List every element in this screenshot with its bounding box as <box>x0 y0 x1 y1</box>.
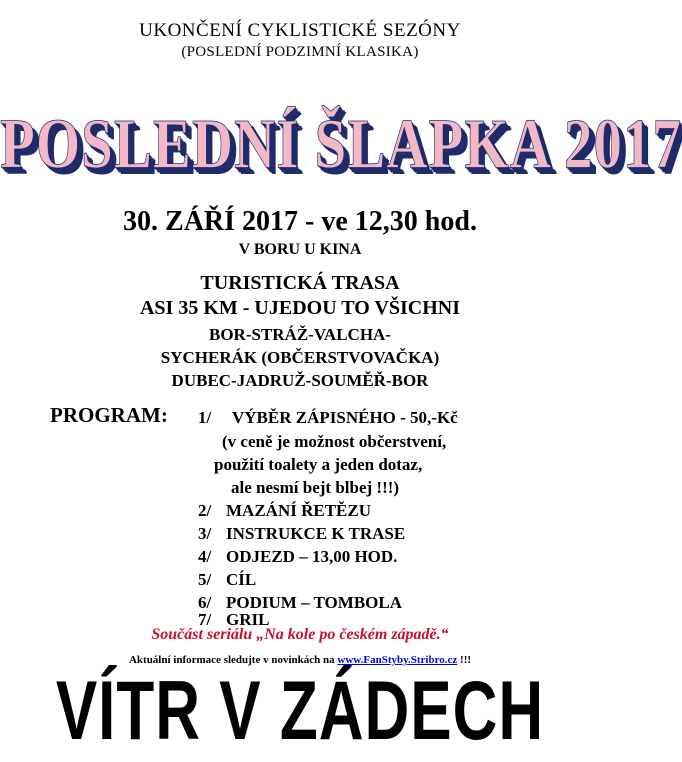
program-item-text: ODJEZD – 13,00 HOD. <box>226 547 398 566</box>
program-label: PROGRAM: <box>50 403 168 427</box>
program-item-text: VÝBĚR ZÁPISNÉHO - 50,-Kč <box>232 408 458 427</box>
program-item-text: MAZÁNÍ ŘETĚZU <box>226 501 371 520</box>
program-item-number: 1/ <box>198 408 212 427</box>
program-item-text: CÍL <box>226 570 257 589</box>
event-place: V BORU U KINA <box>238 241 362 258</box>
event-title: POSLEDNÍ ŠLAPKA 2017 <box>0 105 682 184</box>
header-line-2: (POSLEDNÍ PODZIMNÍ KLASIKA) <box>181 44 419 60</box>
program-item-number: 6/ <box>198 593 212 612</box>
program-item-text: GRIL <box>226 610 270 629</box>
program-item-note: použití toalety a jeden dotaz, <box>214 455 423 474</box>
series-note: Součást seriálu „Na kole po českém západě.“ <box>151 626 449 643</box>
website-link[interactable]: www.FanStyby.Stribro.cz <box>337 654 458 666</box>
program-item-note: ale nesmí bejt blbej !!!) <box>231 478 400 497</box>
route-heading-1: TURISTICKÁ TRASA <box>200 272 400 294</box>
program-item-number: 7/ <box>198 610 212 629</box>
program-item-text: INSTRUKCE K TRASE <box>226 524 406 543</box>
program-item-number: 4/ <box>198 547 212 566</box>
program-item-text: PODIUM – TOMBOLA <box>226 593 402 612</box>
route-line-1: BOR-STRÁŽ-VALCHA- <box>209 325 391 344</box>
program-item-number: 5/ <box>198 570 212 589</box>
event-date-time: 30. ZÁŘÍ 2017 - ve 12,30 hod. <box>123 206 477 237</box>
info-suffix: !!! <box>457 654 472 666</box>
program-item-number: 3/ <box>198 524 212 543</box>
route-line-3: DUBEC-JADRUŽ-SOUMĚŘ-BOR <box>171 371 429 390</box>
header-line-1: UKONČENÍ CYKLISTICKÉ SEZÓNY <box>139 20 461 41</box>
program-item-number: 2/ <box>198 501 212 520</box>
info-prefix: Aktuální informace sledujte v novinkách na <box>128 654 338 666</box>
route-heading-2: ASI 35 KM - UJEDOU TO VŠICHNI <box>139 297 461 319</box>
route-line-2: SYCHERÁK (OBČERSTVOVAČKA) <box>160 348 440 367</box>
slogan: VÍTR V ZÁDECH <box>55 664 545 759</box>
program-item-note: (v ceně je možnost občerstvení, <box>222 432 447 451</box>
